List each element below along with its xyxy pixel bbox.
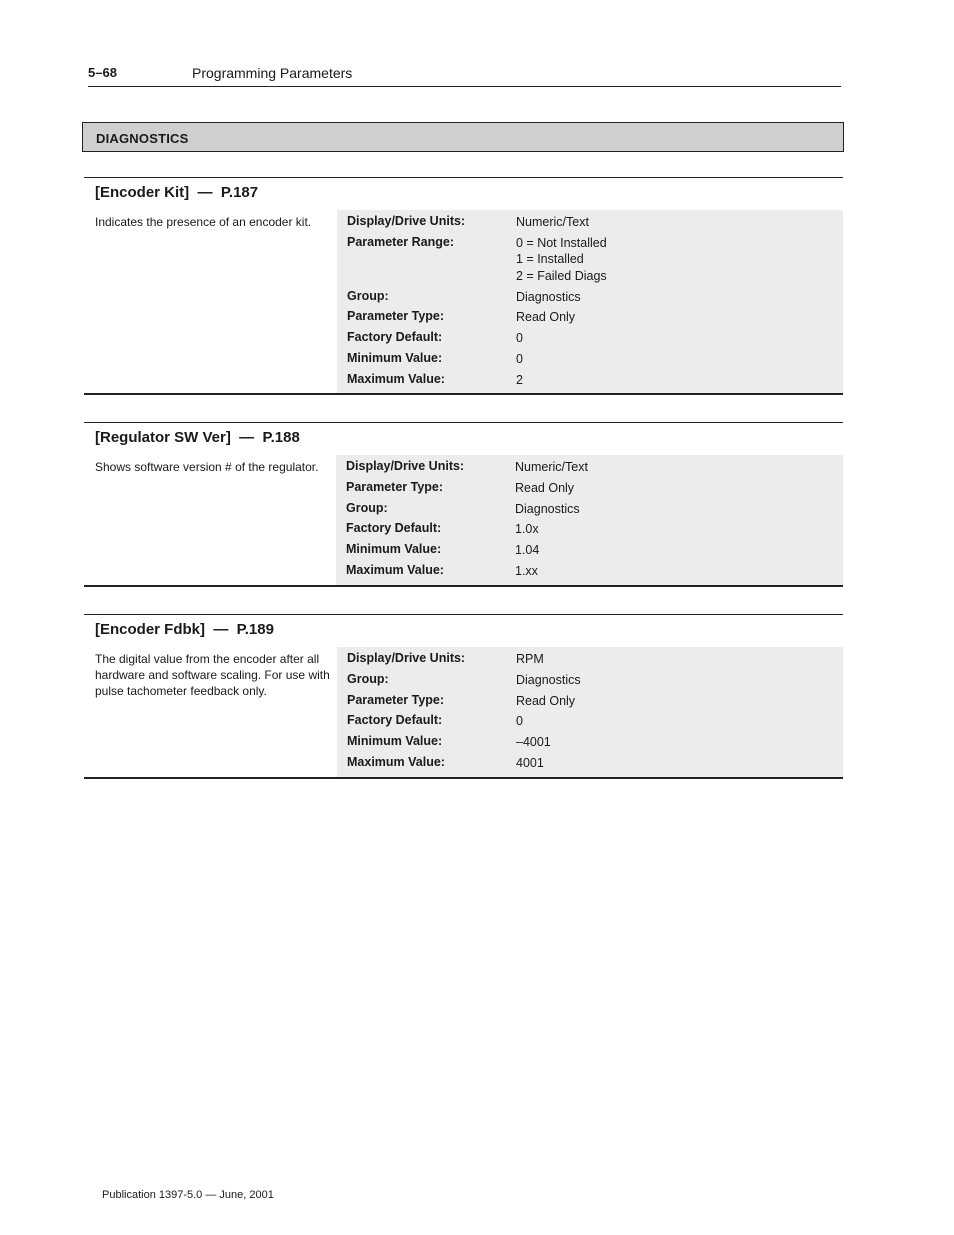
- property-value: 0: [516, 714, 523, 728]
- property-value: Diagnostics: [516, 290, 581, 304]
- property-value: 0: [516, 331, 523, 345]
- param-encoder-fdbk: [84, 614, 843, 779]
- property-label: Parameter Range:: [347, 235, 454, 249]
- param-properties: [337, 210, 843, 393]
- property-label: Display/Drive Units:: [346, 459, 465, 473]
- property-value: Read Only: [515, 481, 575, 495]
- property-value: 1 = Installed: [516, 252, 584, 266]
- param-regulator-sw-ver: [84, 422, 843, 587]
- property-label: Display/Drive Units:: [347, 651, 466, 665]
- property-value: 0 = Not Installed: [516, 236, 607, 250]
- property-label: Factory Default:: [346, 521, 442, 535]
- banner-title: DIAGNOSTICS: [96, 131, 189, 146]
- property-value: –4001: [516, 735, 551, 749]
- property-value: Numeric/Text: [516, 215, 589, 229]
- param-title: [Encoder Kit] — P.187: [95, 184, 259, 201]
- property-label: Parameter Type:: [347, 693, 445, 707]
- property-label: Maximum Value:: [346, 563, 444, 577]
- property-label: Parameter Type:: [347, 309, 445, 323]
- property-label: Minimum Value:: [346, 542, 442, 556]
- property-label: Group:: [347, 672, 389, 686]
- param-encoder-kit: [84, 177, 843, 395]
- property-label: Factory Default:: [347, 713, 443, 727]
- property-label: Display/Drive Units:: [347, 214, 466, 228]
- property-value: 1.xx: [515, 564, 538, 578]
- property-value: Diagnostics: [515, 502, 580, 516]
- property-label: Maximum Value:: [347, 755, 445, 769]
- property-value: 1.0x: [515, 522, 539, 536]
- page-number: 5–68: [88, 65, 117, 80]
- param-title: [Regulator SW Ver] — P.188: [95, 429, 300, 446]
- param-properties: [336, 455, 843, 585]
- diagnostics-banner: [82, 122, 844, 152]
- property-value: Read Only: [516, 310, 576, 324]
- property-label: Group:: [347, 289, 389, 303]
- property-label: Factory Default:: [347, 330, 443, 344]
- param-properties: [337, 647, 843, 777]
- property-value: RPM: [516, 652, 544, 666]
- property-label: Parameter Type:: [346, 480, 444, 494]
- param-title: [Encoder Fdbk] — P.189: [95, 621, 274, 638]
- property-value: Read Only: [516, 694, 576, 708]
- property-value: 2: [516, 373, 523, 387]
- property-value: Diagnostics: [516, 673, 581, 687]
- section-title: Programming Parameters: [192, 65, 353, 81]
- property-label: Maximum Value:: [347, 372, 445, 386]
- property-label: Minimum Value:: [347, 734, 443, 748]
- property-value: 2 = Failed Diags: [516, 269, 607, 283]
- property-value: 4001: [516, 756, 544, 770]
- property-label: Minimum Value:: [347, 351, 443, 365]
- property-value: 1.04: [515, 543, 540, 557]
- param-description: The digital value from the encoder after all hardware and software scaling. For use with pulse tachometer feedback only.: [95, 652, 330, 698]
- page-header: [88, 64, 841, 87]
- param-description: Shows software version # of the regulator.: [95, 460, 319, 474]
- param-description: Indicates the presence of an encoder kit.: [95, 215, 312, 229]
- property-value: Numeric/Text: [515, 460, 588, 474]
- property-label: Group:: [346, 501, 388, 515]
- publication-footer: Publication 1397-5.0 — June, 2001: [102, 1189, 274, 1201]
- property-value: 0: [516, 352, 523, 366]
